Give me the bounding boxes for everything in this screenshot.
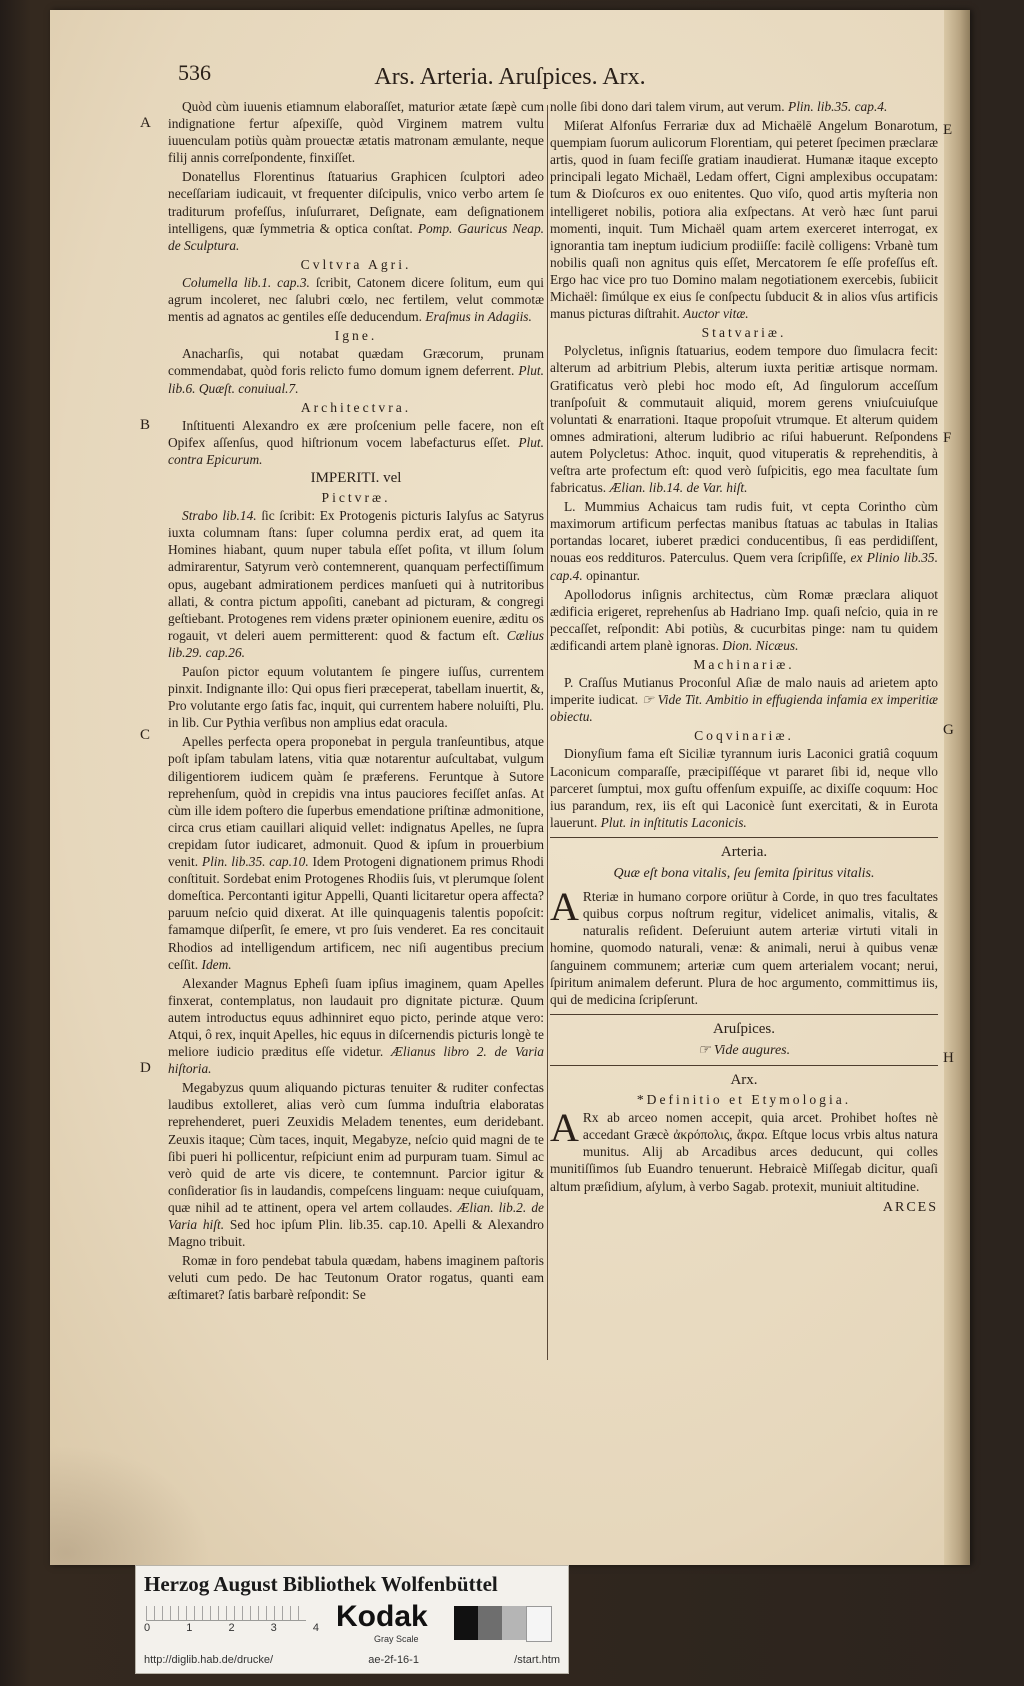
section-heading: Coqvinariæ.	[694, 728, 794, 744]
ruler-numbers: 0 1 2 3 4	[144, 1622, 319, 1634]
paragraph: Inſtituenti Alexandro ex ære proſcenium pelle facere, non eſt Opifex aſſenſus, quod hiſtrionum vocem labefacturus eſſet. Plut. contra Epicurum.	[168, 417, 544, 467]
citation: Cælius lib.29. cap.26.	[168, 627, 544, 660]
section-heading: Cvltvra Agri.	[300, 256, 412, 272]
entry-subtitle-aruspices: ☞ Vide augures.	[697, 1042, 791, 1058]
drop-cap: A	[550, 1105, 579, 1151]
section-rule	[550, 1014, 938, 1015]
citation: ex Plinio lib.35. cap.4.	[550, 550, 938, 583]
url-row	[144, 1654, 560, 1666]
scale-ruler	[146, 1606, 306, 1621]
margin-letter-f: F	[943, 430, 952, 446]
paragraph: Apollodorus inſignis architectus, cùm Romæ præclara aliquot ædificia erigeret, reprehenſus ab Hadriano Imp. quaſi neſcio, quia in re peccaſſet, reſpondit: Abi potiùs, & cucurbitas pinge: nam tu quidem ædificandi artem planè ignoras. Dion. Nicæus.	[550, 586, 938, 653]
paragraph: Romæ in foro pendebat tabula quædam, habens imaginem paſtoris veluti cum pedo. De hac Teutonum Orator rogatus, quanti eam æſtimaret? ſatis barbarè reſpondit: Se	[168, 1253, 544, 1303]
running-head: Ars. Arteria. Aruſpices. Arx.	[374, 64, 646, 90]
section-heading: IMPERITI. vel	[310, 469, 402, 486]
paragraph: Pauſon pictor equum volutantem ſe pingere iuſſus, currentem pinxit. Indignante illo: Qui opus fieri præceperat, tabellam inuertit, &, Pro volutante ergo ſatis fac, inquit, qui currentem habere noluiſti, Plu. in lib. Cur Pythia verſibus non amplius edat oracula.	[168, 664, 544, 731]
citation: Auctor vitæ.	[683, 306, 749, 322]
drop-cap: A	[550, 884, 579, 930]
gray-swatch	[454, 1606, 478, 1640]
book-page	[50, 10, 970, 1565]
library-title: Herzog August Bibliothek Wolfenbüttel	[144, 1572, 498, 1596]
library-color-strip	[135, 1565, 569, 1674]
paragraph: Polycletus, inſignis ſtatuarius, eodem tempore duo ſimulacra fecit: alterum ad arbitrium Plebis, alterum iuxta peritiæ artisque normam. Gratificatus verò plebi hoc modo eſt, Ad ſingulorum acceſſum tranſpoſuit & commutauit aliquid, morem gerens vniuſcuiuſque voluntati & enarrationi. Itaque propoſuit vtrumque. Et alterum quidem omnes admirationi, alterum ludibrio ac riſui habuerunt. Reſpondens autem Polycletus: Athoc. inquit, quod vituperatis & reprehenditis, à veſtra arte profectum eſt: quod verò ſuſpicitis, ego mea facultate ſum fabricatus. Ælian. lib.14. de Var. hiſt.	[550, 343, 938, 496]
section-heading: Architectvra.	[300, 399, 412, 415]
paragraph: Anacharſis, qui notabat quædam Græcorum, prunam commendabat, quòd foris relicto fumo domum ignem deferrent. Plut. lib.6. Quæſt. conuiual.7.	[168, 346, 544, 396]
entry-title-arx: Arx.	[730, 1071, 758, 1088]
entry-subtitle-arteria: Quæ eſt bona vitalis, ſeu ſemita ſpiritus vitalis.	[613, 866, 875, 882]
page-stain	[50, 1445, 210, 1565]
paragraph: L. Mummius Achaicus tam rudis fuit, vt cepta Corintho cùm maximorum artificum perfectas manibus ſtatuas ac tabulas in Italias portandas locaret, iuberet prædici conducentibus, ſi eas perdidiſſent, nouas eos reddituros. Paterculus. Quem vera ſcripſiſſe, ex Plinio lib.35. cap.4. opinantur.	[550, 499, 938, 583]
citation: ☞ Vide Tit. Ambitio in effugienda infamia ex imperitiæ obiectu.	[550, 692, 938, 725]
page-number: 536	[178, 60, 211, 85]
citation: Columella lib.1. cap.3.	[182, 274, 310, 290]
citation: Plin. lib.35. cap.10.	[201, 854, 309, 870]
catchword: ARCES	[882, 1199, 938, 1215]
citation: Ælian. lib.14. de Var. hiſt.	[609, 480, 748, 496]
citation: Dion. Nicæus.	[722, 637, 799, 653]
margin-letter-e: E	[943, 122, 953, 138]
citation: Plut. contra Epicurum.	[168, 434, 544, 467]
margin-letter-d: D	[140, 1060, 151, 1076]
margin-letter-c: C	[140, 727, 151, 743]
section-heading: Machinariæ.	[693, 657, 795, 672]
section-rule	[550, 1065, 938, 1066]
citation: Plut. in inſtitutis Laconicis.	[600, 814, 747, 830]
kodak-logo: Kodak	[336, 1600, 428, 1633]
citation: Pomp. Gauricus Neap. de Sculptura.	[168, 220, 544, 253]
margin-letter-g: G	[943, 722, 954, 738]
citation: Plut. lib.6. Quæſt. conuiual.7.	[168, 363, 544, 396]
page-spine	[944, 10, 970, 1565]
entry-title-arteria: Arteria.	[720, 843, 768, 860]
margin-letter-a: A	[140, 115, 151, 131]
section-heading: Statvariæ.	[701, 325, 787, 341]
citation: Ælianus libro 2. de Varia hiſtoria.	[168, 1044, 544, 1077]
gray-swatch	[526, 1606, 552, 1642]
paragraph: Columella lib.1. cap.3. ſcribit, Catonem dicere ſolitum, eum qui agrum incoleret, nec ſalubri cœlo, nec fertilem, velut commotæ mentis ad agnatos ac gentiles eſſe deducendum. Eraſmus in Adagiis.	[168, 274, 544, 325]
gray-swatch	[502, 1606, 526, 1640]
paragraph: Alexander Magnus Epheſi ſuam ipſius imaginem, quam Apelles finxerat, contemplatus, non laudauit pro dignitate picturæ. Quum autem introductus equus adhinniret equo picto, perinde atque vero: Atqui, ô rex, inquit Apelles, hic equus in diſcernendis picturis longè te meliore iudicio præditus eſſe videtur. Ælianus libro 2. de Varia hiſtoria.	[168, 975, 544, 1077]
citation: Ælian. lib.2. de Varia hiſt.	[168, 1199, 544, 1232]
paragraph: Donatellus Florentinus ſtatuarius Graphicen ſculptori adeo neceſſariam iudicauit, vt frequenter diſcipulis, vnico verbo artem ſe traditurum profeſſus, inſuſurraret, Deſignate, eam deſignationem intelligens, quæ ſymmetria & optica conſtat. Pomp. Gauricus Neap. de Sculptura.	[168, 169, 544, 253]
paragraph: Apelles perfecta opera proponebat in pergula tranſeuntibus, atque poſt ipſam tabulam latens, vitia quæ notarentur auſcultabat, vulgum diligentiorem iudicem quàm ſe præferens. Feruntque à Sutore reprehenſum, quòd in crepidis vna intus pauciores feciſſet anſas. At cùm ille idem poſtero die ſuperbus emendatione priſtinæ admonitione, circa crus etiam cauillari aliquid vellet: indignatus Apelles, ne ſupra crepidam ſutor iudicaret, admonuit. Quod & ipſum in prouerbium venit. Plin. lib.35. cap.10. Idem Protogeni dignationem primus Rhodi conſtituit. Sordebat enim Protogenes Rhodiis ſuis, vt plerumque ſolent domeſtica. Percontanti igitur Appelli, Quanti licitaretur opera affecta? paruum neſcio quid dixerat. At ille quinquagenis talentis popoſcit: famamque diſperſit, ſe emere, vt pro ſuis venderet. Ea res concitauit Rhodios ad intelligendum artificem, nec niſi augentibus precium ceſſit. Idem.	[168, 734, 544, 972]
section-heading: *Definitio et Etymologia.	[636, 1092, 852, 1108]
section-heading: Igne.	[334, 328, 378, 344]
column-divider	[547, 105, 548, 1360]
citation: Strabo lib.14.	[182, 508, 257, 524]
left-column	[168, 98, 544, 1305]
margin-letter-h: H	[943, 1050, 954, 1066]
paragraph: Quòd cùm iuuenis etiamnum elaboraſſet, maturior ætate ſæpè cum indignatione fertur aſpexiſſe, quòd Virginem matrem vultu iuuenculam potiùs quàm prouectæ ætatis matronam æmulante, neque filij annis correſpondente, finxiſſet.	[168, 99, 544, 166]
paragraph: P. Craſſus Mutianus Proconſul Aſiæ de malo nauis ad arietem apto imperite iudicat. ☞ Vide Tit. Ambitio in effugienda infamia ex imperitiæ obiectu.	[550, 675, 938, 725]
citation: Plin. lib.35. cap.4.	[788, 99, 888, 114]
entry-title-aruspices: Aruſpices.	[712, 1020, 776, 1037]
paragraph: Dionyſium fama eſt Siciliæ tyrannum iuris Laconici gratiâ coquum Laconicum comparaſſe, præcipiſſéque vt pararet ſibi id, neque vllo parceret ſumptui, mox guſtu offenſum expuiſſe, ac dixiſſe coquum: Hoc ius parandum, rex, iis eſt qui Laconicè ſunt exercitati, & in Eurota lauerunt. Plut. in inſtitutis Laconicis.	[550, 746, 938, 830]
paragraph: A Rx ab arceo nomen accepit, quia arcet. Prohibet hoſtes nè accedant Græcè ἀκρόπολις, ἄκρα. Eſtque locus vrbis altus natura munitus. Alij ab Arcadibus arces deducunt, qui colles munitiſſimos ſub Euandro tenuerunt. Hebraicè Miſſegab dicitur, quaſi altum præſidium, aſylum, à verbo Sagab. protexit, muniuit altitudine.	[550, 1105, 938, 1194]
paragraph: Miſerat Alfonſus Ferrariæ dux ad Michaëlē Angelum Bonarotum, quempiam ſuorum aulicorum Florentiam, qui peteret ſpecimen præclaræ artis, quod in ſuam feciſſe gratiam inaudierat. Humanæ itaque excepto principali legato Michaël, Ledam offert, Cigni amplexibus occupatam: tum & Dioſcuros ex ouo enitentes. Quo viſo, quod artis myſteria non intelligeret nobilis, potiora alia exſpectans. At verò hæc ſunt parui momenti, inquit. Tum Michaël quam artem exerceret interrogat, ex ignorantia tam ineptum iudicium prodiiſſe: facilè colligens: Vrbanè tum nobilis quaſi non agnitus quis eſſet, Mercatorem ſe eſſe profeſſus eſt. Ergo hac vice pro tuo Domino malam negotiationem exercebis, ſubiicit Michaël: ſimúlque ex eius ſe conſpectu ſubducit & in alios vſus artificis manus picturas diſtrahit. Auctor vitæ.	[550, 118, 938, 322]
paragraph: Strabo lib.14. ſic ſcribit: Ex Protogenis picturis Ialyſus ac Satyrus iuxta columnam ſtans: ſuper columna perdix erat, ad quem ita Homines hiabant, quum nuper tabula eſſet poſita, vt illum ſolum admirarentur, Satyrum verò contemnerent, quanquam perfectiſſimum opus, augebant admirationem perdices manſueti qui à nutritoribus allati, & contra pictum appoſiti, canebant ad picturam, & congregi geſtiebant. Protogenes rem videns præter opinionem euenire, æditu os rogauit, vt deleri auem permitterent: quod & factum eſt. Cælius lib.29. cap.26.	[168, 508, 544, 660]
library-url[interactable]: http://diglib.hab.de/drucke/	[144, 1654, 274, 1666]
section-rule	[550, 837, 938, 838]
section-heading: Pictvræ.	[321, 490, 391, 506]
start-link[interactable]: /start.htm	[514, 1654, 560, 1666]
gray-swatch	[478, 1606, 502, 1640]
paragraph: nolle ſibi dono dari talem virum, aut verum. Plin. lib.35. cap.4.	[550, 99, 888, 114]
citation: Idem.	[201, 956, 232, 972]
paragraph: Megabyzus quum aliquando picturas tenuiter & ruditer confectas laudibus extolleret, alias verò cum ſumma induſtria elaboratas reprehenderet, pueri Zeuxidis Meladem tenentes, eum deridebant. Zeuxis itaque; Cùm taces, inquit, Megabyze, neſcio quid magni de te ſibi pueri hi pollicentur, reſpiciunt enim ad purpuram tuam. Simul ac verò quid de arte vis dicere, te contemnunt. Parcior igitur & conſideratior ſis in laudandis, compeſcens linguam: neque cuiuſquam, quæ nihil ad te attinent, opera vel artem collaudes. Ælian. lib.2. de Varia hiſt. Sed hoc ipſum Plin. lib.35. cap.10. Apelli & Alexandro Magno tribuit.	[168, 1080, 544, 1250]
margin-letter-b: B	[140, 417, 151, 433]
grayscale-label: Gray Scale	[374, 1634, 419, 1644]
right-column	[550, 98, 938, 1216]
citation: Eraſmus in Adagiis.	[425, 309, 532, 325]
shelfmark: ae-2f-16-1	[368, 1654, 419, 1666]
paragraph: A Rteriæ in humano corpore oriūtur à Corde, in quo tres facultates quibus corpus noſtrum regitur, videlicet animalis, vitalis, & naturalis reſident. Deſeruiunt autem arteriæ virtuti vitali in homine, quomodo naturali, venæ: & animali, nerui à quibus venæ ſanguinem communem; arteriæ cum quem arterialem vocant; nerui, ſpiritum animalem deferunt. Plura de hoc argumento, committimus iis, qui de medicina ſcripſerunt.	[550, 884, 938, 1007]
